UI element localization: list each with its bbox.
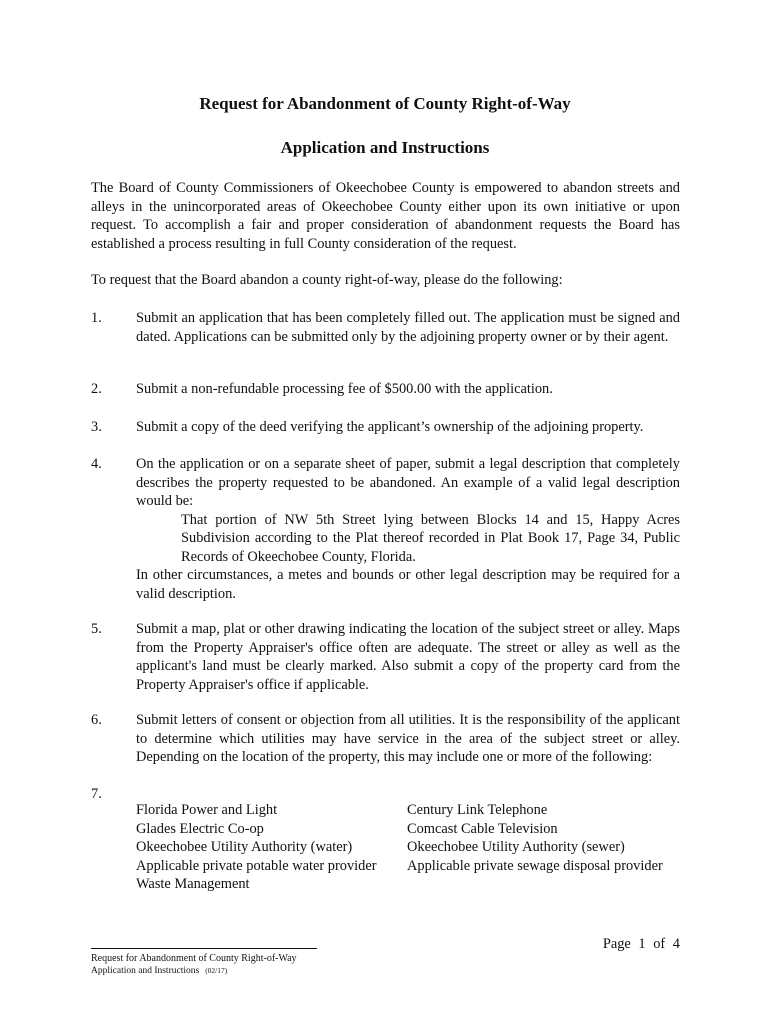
item-text-after: In other circumstances, a metes and bounds or other legal description may be required for a valid description. [136,567,680,602]
item-number: 2. [91,381,102,397]
document-subtitle: Application and Instructions [280,138,490,157]
utilities-right-column [407,801,697,875]
item-number: 6. [91,712,102,728]
item-body [136,455,680,603]
page-number: Page 1 of 4 [602,936,680,952]
item-text: Submit letters of consent or objection from all utilities. It is the responsibility of the applicant to determine which utilities may have service in the area of the subject street or alley. Depending on the location of the property, this may include one or more of the following: [136,712,680,765]
item-number: 7. [91,786,102,802]
utility-item: Applicable private potable water provider [136,857,377,874]
item-text: On the application or on a separate sheet of paper, submit a legal description that completely describes the property requested to be abandoned. An example of a valid legal description would be: [136,456,680,509]
utility-item: Florida Power and Light [136,802,278,818]
footer-subtitle-text: Application and Instructions [91,966,200,976]
utility-item: Waste Management [136,876,250,892]
utility-item: Okeechobee Utility Authority (water) [136,839,353,855]
item-number: 3. [91,419,102,435]
item-text: Submit a copy of the deed verifying the applicant’s ownership of the adjoining property. [136,419,644,435]
legal-description-example: That portion of NW 5th Street lying between Blocks 14 and 15, Happy Acres Subdivision according to the Plat thereof recorded in Plat Book 17, Page 34, Public Records of Okeechobee County, Florida. [181,511,680,565]
utility-item: Applicable private sewage disposal provider [407,857,663,874]
utility-item: Glades Electric Co-op [136,820,264,837]
item-number: 1. [91,310,102,326]
lead-in-paragraph: To request that the Board abandon a county right-of-way, please do the following: [91,272,563,288]
utility-item: Okeechobee Utility Authority (sewer) [407,839,625,855]
item-text: Submit an application that has been completely filled out. The application must be signed and dated. Applications can be submitted only by the adjoining property owner or by their agent. [136,310,680,345]
document-title: Request for Abandonment of County Right-of-Way [199,94,571,113]
utilities-left-column [136,801,406,894]
utility-item: Comcast Cable Television [407,820,558,837]
footer-date: (02/17) [205,966,228,975]
utility-item: Century Link Telephone [407,802,548,818]
item-number: 4. [91,456,102,472]
intro-paragraph: The Board of County Commissioners of Okeechobee County is empowered to abandon streets and alleys in the unincorporated areas of Okeechobee County either upon its own initiative or upon request. To accomplish a fair and proper consideration of abandonment requests the Board has established a process resulting in full County consideration of the request. [91,180,680,252]
item-text: Submit a map, plat or other drawing indicating the location of the subject street or alley. Maps from the Property Appraiser's office often are adequate. The street or alley as well as the applicant's land must be clearly marked. Also submit a copy of the property card from the Property Appraiser's office if applicable. [136,621,680,693]
item-number: 5. [91,621,102,637]
footer-subtitle [91,966,227,976]
footer-divider [91,948,317,949]
footer-title: Request for Abandonment of County Right-of-Way [91,953,297,964]
item-text: Submit a non-refundable processing fee of $500.00 with the application. [136,381,553,397]
